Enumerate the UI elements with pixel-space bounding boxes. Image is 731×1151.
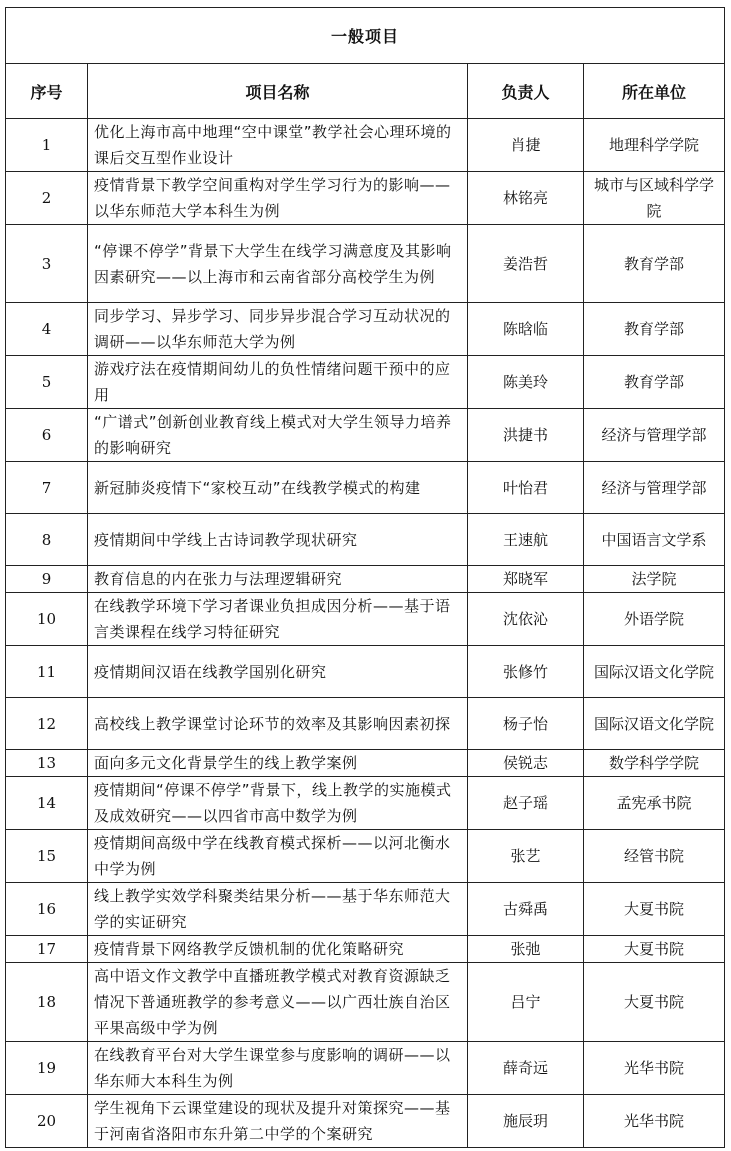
project-name: 疫情背景下教学空间重构对学生学习行为的影响——以华东师范大学本科生为例 [88, 172, 468, 225]
project-name: 学生视角下云课堂建设的现状及提升对策探究——基于河南省洛阳市东升第二中学的个案研究 [88, 1095, 468, 1148]
affiliated-unit: 教育学部 [584, 303, 725, 356]
responsible-person: 郑晓军 [468, 566, 584, 593]
affiliated-unit: 经济与管理学部 [584, 462, 725, 514]
affiliated-unit: 中国语言文学系 [584, 514, 725, 566]
table-row [6, 1095, 725, 1148]
row-number: 17 [6, 936, 88, 963]
project-name: 同步学习、异步学习、同步异步混合学习互动状况的调研——以华东师范大学为例 [88, 303, 468, 356]
row-number: 11 [6, 646, 88, 698]
table-row [6, 303, 725, 356]
project-name: 面向多元文化背景学生的线上教学案例 [88, 750, 468, 777]
responsible-person: 杨子怡 [468, 698, 584, 750]
project-name: 高中语文作文教学中直播班教学模式对教育资源缺乏情况下普通班教学的参考意义——以广西壮族自治区平果高级中学为例 [88, 963, 468, 1042]
table-row [6, 698, 725, 750]
row-number: 5 [6, 356, 88, 409]
responsible-person: 沈依沁 [468, 593, 584, 646]
row-number: 20 [6, 1095, 88, 1148]
row-number: 10 [6, 593, 88, 646]
project-name: 游戏疗法在疫情期间幼儿的负性情绪问题干预中的应用 [88, 356, 468, 409]
header-row [6, 64, 725, 119]
row-number: 12 [6, 698, 88, 750]
affiliated-unit: 光华书院 [584, 1095, 725, 1148]
table-row [6, 963, 725, 1042]
header-name: 项目名称 [88, 64, 468, 119]
row-number: 3 [6, 225, 88, 303]
project-name: 高校线上教学课堂讨论环节的效率及其影响因素初探 [88, 698, 468, 750]
row-number: 15 [6, 830, 88, 883]
project-name: 疫情期间“停课不停学”背景下，线上教学的实施模式及成效研究——以四省市高中数学为例 [88, 777, 468, 830]
affiliated-unit: 国际汉语文化学院 [584, 646, 725, 698]
responsible-person: 薛奇远 [468, 1042, 584, 1095]
table-row [6, 566, 725, 593]
table-row [6, 119, 725, 172]
row-number: 7 [6, 462, 88, 514]
affiliated-unit: 大夏书院 [584, 936, 725, 963]
responsible-person: 古舜禹 [468, 883, 584, 936]
table-row [6, 830, 725, 883]
row-number: 9 [6, 566, 88, 593]
row-number: 6 [6, 409, 88, 462]
affiliated-unit: 法学院 [584, 566, 725, 593]
row-number: 2 [6, 172, 88, 225]
project-name: 疫情背景下网络教学反馈机制的优化策略研究 [88, 936, 468, 963]
affiliated-unit: 外语学院 [584, 593, 725, 646]
affiliated-unit: 数学科学学院 [584, 750, 725, 777]
affiliated-unit: 经管书院 [584, 830, 725, 883]
table-row [6, 646, 725, 698]
table-row [6, 514, 725, 566]
row-number: 18 [6, 963, 88, 1042]
affiliated-unit: 大夏书院 [584, 883, 725, 936]
table-row [6, 462, 725, 514]
project-name: 疫情期间汉语在线教学国别化研究 [88, 646, 468, 698]
responsible-person: 陈美玲 [468, 356, 584, 409]
responsible-person: 姜浩哲 [468, 225, 584, 303]
responsible-person: 侯锐志 [468, 750, 584, 777]
responsible-person: 王速航 [468, 514, 584, 566]
responsible-person: 张修竹 [468, 646, 584, 698]
project-name: 疫情期间高级中学在线教育模式探析——以河北衡水中学为例 [88, 830, 468, 883]
responsible-person: 林铭亮 [468, 172, 584, 225]
table-row [6, 225, 725, 303]
table-row [6, 936, 725, 963]
responsible-person: 施辰玥 [468, 1095, 584, 1148]
responsible-person: 吕宁 [468, 963, 584, 1042]
project-name: 在线教育平台对大学生课堂参与度影响的调研——以华东师大本科生为例 [88, 1042, 468, 1095]
affiliated-unit: 光华书院 [584, 1042, 725, 1095]
row-number: 14 [6, 777, 88, 830]
responsible-person: 肖捷 [468, 119, 584, 172]
affiliated-unit: 教育学部 [584, 225, 725, 303]
row-number: 16 [6, 883, 88, 936]
affiliated-unit: 城市与区域科学学院 [584, 172, 725, 225]
responsible-person: 叶怡君 [468, 462, 584, 514]
affiliated-unit: 孟宪承书院 [584, 777, 725, 830]
row-number: 19 [6, 1042, 88, 1095]
affiliated-unit: 教育学部 [584, 356, 725, 409]
table-body [6, 119, 725, 1148]
table-row [6, 593, 725, 646]
project-name: 优化上海市高中地理“空中课堂”教学社会心理环境的课后交互型作业设计 [88, 119, 468, 172]
responsible-person: 张艺 [468, 830, 584, 883]
affiliated-unit: 经济与管理学部 [584, 409, 725, 462]
table-row [6, 1042, 725, 1095]
responsible-person: 陈晗临 [468, 303, 584, 356]
project-name: “停课不停学”背景下大学生在线学习满意度及其影响因素研究——以上海市和云南省部分高校学生为例 [88, 225, 468, 303]
table-row [6, 750, 725, 777]
title-row [6, 8, 725, 64]
project-name: 疫情期间中学线上古诗词教学现状研究 [88, 514, 468, 566]
table-row [6, 883, 725, 936]
table-row [6, 409, 725, 462]
project-name: 线上教学实效学科聚类结果分析——基于华东师范大学的实证研究 [88, 883, 468, 936]
responsible-person: 洪捷书 [468, 409, 584, 462]
project-name: 新冠肺炎疫情下“家校互动”在线教学模式的构建 [88, 462, 468, 514]
header-num: 序号 [6, 64, 88, 119]
header-person: 负责人 [468, 64, 584, 119]
row-number: 8 [6, 514, 88, 566]
responsible-person: 赵子瑶 [468, 777, 584, 830]
table-title: 一般项目 [6, 8, 725, 64]
projects-table [5, 7, 725, 1148]
affiliated-unit: 大夏书院 [584, 963, 725, 1042]
table-row [6, 777, 725, 830]
row-number: 4 [6, 303, 88, 356]
affiliated-unit: 国际汉语文化学院 [584, 698, 725, 750]
project-name: 在线教学环境下学习者课业负担成因分析——基于语言类课程在线学习特征研究 [88, 593, 468, 646]
affiliated-unit: 地理科学学院 [584, 119, 725, 172]
row-number: 1 [6, 119, 88, 172]
row-number: 13 [6, 750, 88, 777]
responsible-person: 张弛 [468, 936, 584, 963]
project-name: 教育信息的内在张力与法理逻辑研究 [88, 566, 468, 593]
table-row [6, 172, 725, 225]
header-unit: 所在单位 [584, 64, 725, 119]
table-row [6, 356, 725, 409]
project-name: “广谱式”创新创业教育线上模式对大学生领导力培养的影响研究 [88, 409, 468, 462]
